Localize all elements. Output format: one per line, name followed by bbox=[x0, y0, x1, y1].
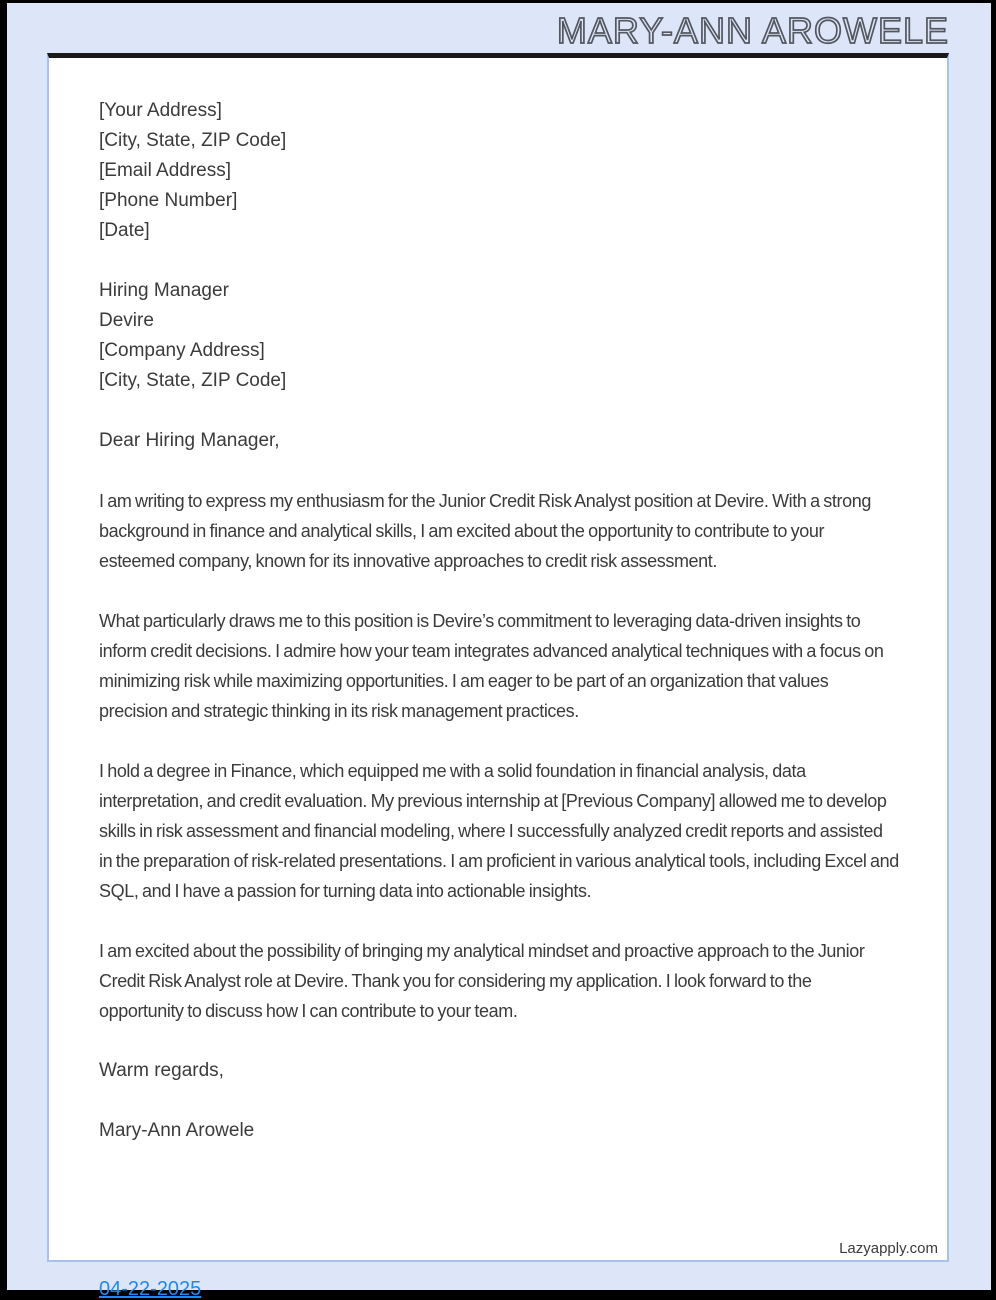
body-paragraph-2: What particularly draws me to this position is Devire’s commitment to leveraging data-driven insights to inform credit decisions. I admire how your team integrates advanced analytical techniques with a focus on minimizing risk while maximizing opportunities. I am eager to be part of an organization that values precision and strategic thinking in its risk management practices. bbox=[99, 611, 884, 721]
signature bbox=[99, 1116, 899, 1146]
salutation-text: Dear Hiring Manager, bbox=[99, 430, 280, 451]
recipient-name: Hiring Manager bbox=[99, 280, 229, 301]
salutation bbox=[99, 426, 899, 456]
page-background bbox=[7, 3, 991, 1300]
body-paragraph-1: I am writing to express my enthusiasm for the Junior Credit Risk Analyst position at Devire. With a strong background in finance and analytical skills, I am excited about the opportunity to contribute to your esteemed company, known for its innovative approaches to credit risk assessment. bbox=[99, 491, 871, 571]
brand-watermark: Lazyapply.com bbox=[839, 1240, 938, 1257]
date-link[interactable]: 04-22-2025 bbox=[99, 1278, 202, 1300]
closing bbox=[99, 1056, 899, 1086]
closing-text: Warm regards, bbox=[99, 1060, 224, 1081]
sender-block bbox=[99, 96, 899, 246]
recipient-block bbox=[99, 276, 899, 396]
cover-letter-card bbox=[47, 53, 949, 1262]
body-paragraph-4: I am excited about the possibility of bringing my analytical mindset and proactive approach to the Junior Credit Risk Analyst role at Devire. Thank you for considering my application. I look forward to the opportunity to discuss how I can contribute to your team. bbox=[99, 941, 865, 1021]
sender-phone: [Phone Number] bbox=[99, 190, 238, 211]
sender-address: [Your Address] bbox=[99, 100, 222, 121]
sender-city-state-zip: [City, State, ZIP Code] bbox=[99, 130, 287, 151]
page-title: MARY-ANN AROWELE bbox=[556, 10, 949, 51]
sender-email: [Email Address] bbox=[99, 160, 231, 181]
recipient-city-state-zip: [City, State, ZIP Code] bbox=[99, 370, 287, 391]
sender-date: [Date] bbox=[99, 220, 150, 241]
recipient-company: Devire bbox=[99, 310, 154, 331]
body-paragraph-3: I hold a degree in Finance, which equipped me with a solid foundation in financial analysis, data interpretation, and credit evaluation. My previous internship at [Previous Company] allowed me to develop skills in risk assessment and financial modeling, where I successfully analyzed credit reports and assisted in the preparation of risk-related presentations. I am proficient in various analytical tools, including Excel and SQL, and I have a passion for turning data into actionable insights. bbox=[99, 761, 899, 901]
signature-name: Mary-Ann Arowele bbox=[99, 1120, 255, 1141]
recipient-address: [Company Address] bbox=[99, 340, 265, 361]
